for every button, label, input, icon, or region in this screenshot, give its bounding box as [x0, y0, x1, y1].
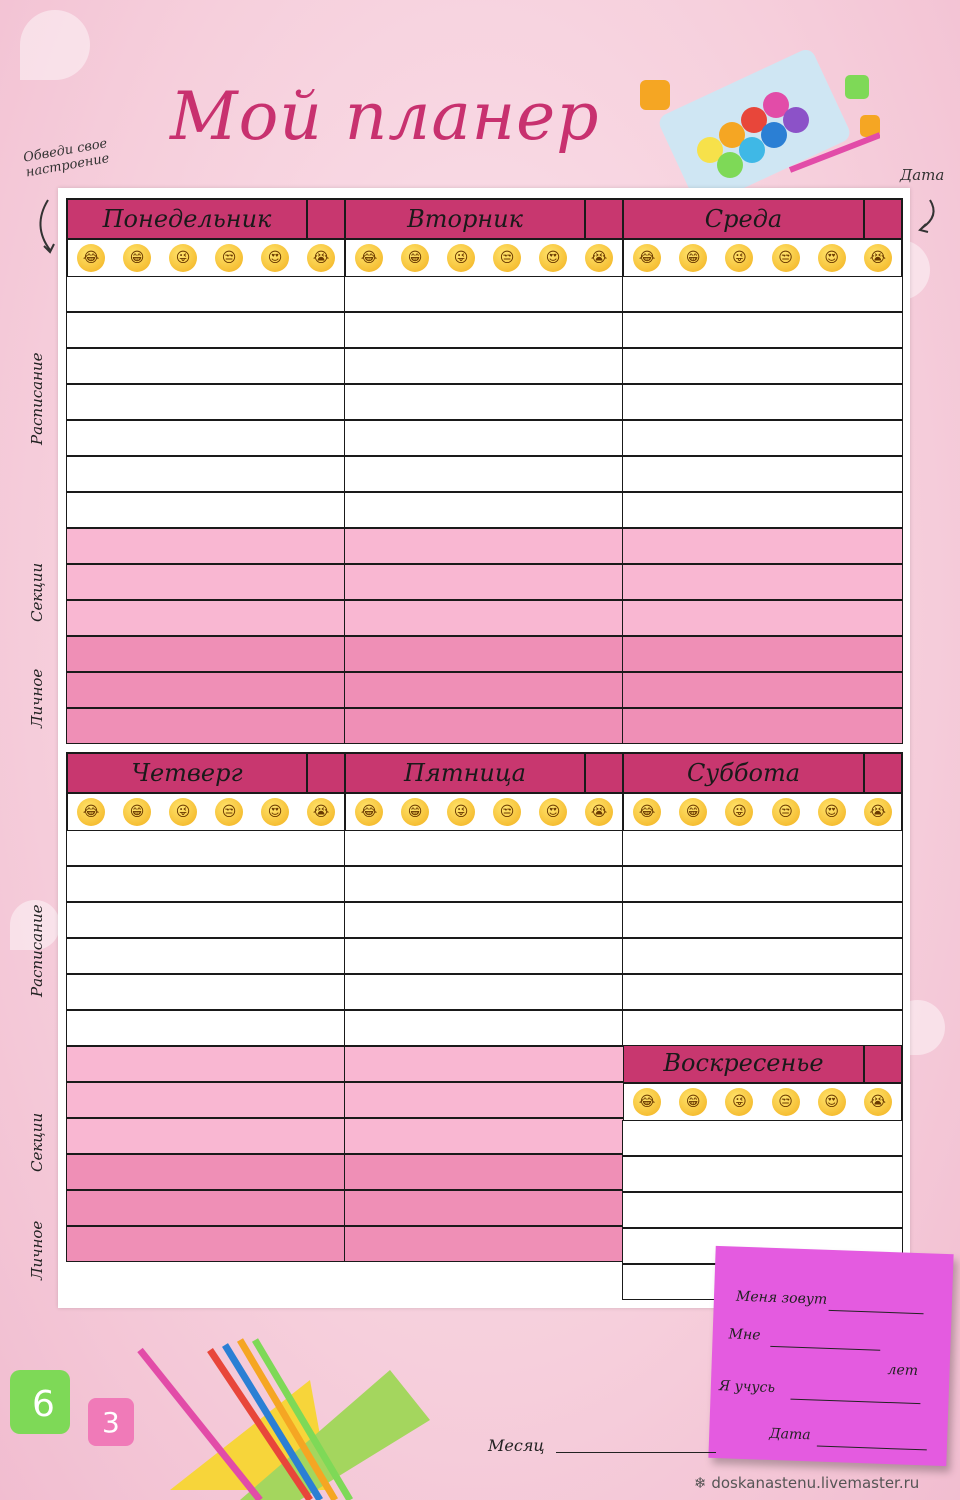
grinning-face-icon[interactable]: 😁 [679, 798, 707, 826]
heart-eyes-face-icon[interactable]: 😍 [261, 244, 289, 272]
laughing-face-icon[interactable]: 😂 [633, 798, 661, 826]
schedule-row[interactable] [622, 456, 903, 492]
unamused-face-icon[interactable]: 😒 [772, 798, 800, 826]
laughing-face-icon[interactable]: 😂 [77, 244, 105, 272]
personal-row[interactable] [344, 636, 624, 672]
winking-tongue-face-icon[interactable]: 😜 [447, 244, 475, 272]
personal-row[interactable] [66, 1226, 346, 1262]
schedule-row[interactable] [622, 1156, 903, 1192]
sticky-note [708, 1246, 953, 1466]
sections-row[interactable] [344, 528, 624, 564]
schedule-row[interactable] [66, 938, 346, 974]
arrow-icon [912, 196, 942, 236]
crying-face-icon[interactable]: 😭 [585, 798, 613, 826]
schedule-row[interactable] [622, 384, 903, 420]
personal-row[interactable] [344, 672, 624, 708]
age-label: Мне [728, 1326, 761, 1344]
mood-row [66, 794, 346, 830]
sections-row[interactable] [66, 528, 346, 564]
unamused-face-icon[interactable]: 😒 [772, 1088, 800, 1116]
mood-row [344, 240, 624, 276]
date-box[interactable] [584, 754, 622, 792]
unamused-face-icon[interactable]: 😒 [215, 798, 243, 826]
schedule-row[interactable] [66, 276, 346, 312]
personal-row[interactable] [622, 672, 903, 708]
age-unit-label: лет [887, 1361, 919, 1380]
day-header [66, 198, 346, 240]
school-supplies-icon [10, 1330, 470, 1500]
schedule-label: Расписание [28, 904, 46, 997]
schedule-row[interactable] [66, 492, 346, 528]
schedule-row[interactable] [66, 420, 346, 456]
schedule-row[interactable] [66, 384, 346, 420]
heart-eyes-face-icon[interactable]: 😍 [261, 798, 289, 826]
personal-row[interactable] [66, 708, 346, 744]
winking-tongue-face-icon[interactable]: 😜 [725, 798, 753, 826]
sections-row[interactable] [344, 1082, 624, 1118]
schedule-row[interactable] [622, 830, 903, 866]
day-name: Вторник [346, 200, 586, 238]
grinning-face-icon[interactable]: 😁 [679, 244, 707, 272]
date-box[interactable] [863, 754, 901, 792]
crying-face-icon[interactable]: 😭 [864, 244, 892, 272]
schedule-row[interactable] [344, 384, 624, 420]
paint-palette-icon [640, 40, 880, 190]
date-box[interactable] [584, 200, 622, 238]
heart-eyes-face-icon[interactable]: 😍 [818, 1088, 846, 1116]
mood-note: Обведи свое настроение [22, 136, 111, 181]
mood-row [66, 240, 346, 276]
schedule-row[interactable] [344, 420, 624, 456]
laughing-face-icon[interactable]: 😂 [633, 244, 661, 272]
sections-row[interactable] [66, 564, 346, 600]
laughing-face-icon[interactable]: 😂 [77, 798, 105, 826]
svg-text:3: 3 [102, 1406, 120, 1439]
schedule-row[interactable] [622, 348, 903, 384]
date-note: Дата [900, 166, 945, 184]
schedule-row[interactable] [344, 456, 624, 492]
schedule-row[interactable] [622, 866, 903, 902]
personal-row[interactable] [344, 1190, 624, 1226]
sections-row[interactable] [66, 1046, 346, 1082]
sections-row[interactable] [344, 1118, 624, 1154]
sections-row[interactable] [622, 600, 903, 636]
personal-row[interactable] [622, 708, 903, 744]
schedule-row[interactable] [622, 420, 903, 456]
schedule-row[interactable] [344, 902, 624, 938]
mood-row [344, 794, 624, 830]
sections-row[interactable] [66, 1082, 346, 1118]
planner-title: Мой планер [170, 78, 600, 155]
schedule-row[interactable] [344, 830, 624, 866]
school-line[interactable] [790, 1399, 920, 1405]
grinning-face-icon[interactable]: 😁 [123, 798, 151, 826]
day-name: Воскресенье [624, 1044, 865, 1082]
arrow-icon [28, 196, 58, 256]
grinning-face-icon[interactable]: 😁 [123, 244, 151, 272]
sections-row[interactable] [344, 1046, 624, 1082]
schedule-row[interactable] [66, 348, 346, 384]
schedule-row[interactable] [66, 312, 346, 348]
laughing-face-icon[interactable]: 😂 [355, 244, 383, 272]
mood-row [622, 240, 903, 276]
winking-tongue-face-icon[interactable]: 😜 [725, 1088, 753, 1116]
day-header [344, 198, 624, 240]
schedule-row[interactable] [66, 902, 346, 938]
sections-row[interactable] [66, 600, 346, 636]
snowflake-icon: ❄ [694, 1474, 707, 1492]
unamused-face-icon[interactable]: 😒 [215, 244, 243, 272]
schedule-row[interactable] [344, 1010, 624, 1046]
school-label: Я учусь [718, 1378, 776, 1397]
sticky-date-line[interactable] [817, 1446, 927, 1451]
unamused-face-icon[interactable]: 😒 [772, 244, 800, 272]
laughing-face-icon[interactable]: 😂 [633, 1088, 661, 1116]
unamused-face-icon[interactable]: 😒 [493, 798, 521, 826]
day-header [66, 752, 346, 794]
date-box[interactable] [306, 754, 344, 792]
sections-row[interactable] [622, 564, 903, 600]
winking-tongue-face-icon[interactable]: 😜 [725, 244, 753, 272]
personal-row[interactable] [622, 636, 903, 672]
schedule-row[interactable] [66, 830, 346, 866]
schedule-row[interactable] [622, 1120, 903, 1156]
personal-row[interactable] [344, 1154, 624, 1190]
day-name: Пятница [346, 754, 586, 792]
schedule-row[interactable] [66, 974, 346, 1010]
month-label: Месяц [488, 1436, 545, 1455]
sections-row[interactable] [344, 600, 624, 636]
mood-row [622, 794, 903, 830]
name-line[interactable] [829, 1310, 924, 1314]
sections-label: Секции [28, 1112, 46, 1172]
winking-tongue-face-icon[interactable]: 😜 [169, 798, 197, 826]
weekly-grid [66, 198, 903, 1303]
grinning-face-icon[interactable]: 😁 [679, 1088, 707, 1116]
personal-row[interactable] [66, 1190, 346, 1226]
winking-tongue-face-icon[interactable]: 😜 [447, 798, 475, 826]
personal-row[interactable] [66, 636, 346, 672]
grinning-face-icon[interactable]: 😁 [401, 244, 429, 272]
personal-row[interactable] [344, 708, 624, 744]
month-line[interactable] [556, 1452, 716, 1453]
date-box[interactable] [863, 200, 901, 238]
svg-text:6: 6 [32, 1384, 55, 1425]
grinning-face-icon[interactable]: 😁 [401, 798, 429, 826]
day-name: Понедельник [68, 200, 308, 238]
crying-face-icon[interactable]: 😭 [307, 798, 335, 826]
sections-label: Секции [28, 562, 46, 622]
crying-face-icon[interactable]: 😭 [864, 1088, 892, 1116]
personal-label: Личное [28, 668, 46, 728]
sections-row[interactable] [622, 528, 903, 564]
day-header [344, 752, 624, 794]
sections-row[interactable] [66, 1118, 346, 1154]
day-header [622, 1042, 903, 1084]
schedule-row[interactable] [622, 492, 903, 528]
personal-row[interactable] [66, 1154, 346, 1190]
schedule-label: Расписание [28, 352, 46, 445]
heart-eyes-face-icon[interactable]: 😍 [539, 798, 567, 826]
schedule-row[interactable] [344, 312, 624, 348]
mood-row [622, 1084, 903, 1120]
website-watermark [694, 1474, 919, 1492]
laughing-face-icon[interactable]: 😂 [355, 798, 383, 826]
schedule-row[interactable] [622, 1010, 903, 1046]
schedule-row[interactable] [66, 456, 346, 492]
winking-tongue-face-icon[interactable]: 😜 [169, 244, 197, 272]
website-text: doskanastenu.livemaster.ru [711, 1474, 920, 1492]
schedule-row[interactable] [622, 974, 903, 1010]
day-name: Четверг [68, 754, 308, 792]
schedule-row[interactable] [344, 276, 624, 312]
name-label: Меня зовут [735, 1288, 828, 1308]
day-name: Суббота [624, 754, 865, 792]
schedule-row[interactable] [344, 938, 624, 974]
schedule-row[interactable] [622, 902, 903, 938]
schedule-row[interactable] [66, 1010, 346, 1046]
schedule-row[interactable] [344, 974, 624, 1010]
personal-row[interactable] [344, 1226, 624, 1262]
schedule-row[interactable] [622, 276, 903, 312]
age-line[interactable] [770, 1346, 880, 1351]
petal-decoration [20, 10, 90, 80]
crying-face-icon[interactable]: 😭 [864, 798, 892, 826]
schedule-row[interactable] [344, 492, 624, 528]
day-header [622, 752, 903, 794]
personal-label: Личное [28, 1220, 46, 1280]
schedule-row[interactable] [344, 866, 624, 902]
personal-row[interactable] [66, 672, 346, 708]
sticky-date-label: Дата [768, 1425, 811, 1444]
heart-eyes-face-icon[interactable]: 😍 [539, 244, 567, 272]
day-header [622, 198, 903, 240]
crying-face-icon[interactable]: 😭 [307, 244, 335, 272]
date-box[interactable] [306, 200, 344, 238]
day-name: Среда [624, 200, 865, 238]
schedule-row[interactable] [622, 938, 903, 974]
date-box[interactable] [863, 1044, 901, 1082]
sections-row[interactable] [344, 564, 624, 600]
schedule-row[interactable] [622, 1192, 903, 1228]
heart-eyes-face-icon[interactable]: 😍 [818, 244, 846, 272]
schedule-row[interactable] [622, 312, 903, 348]
schedule-row[interactable] [66, 866, 346, 902]
schedule-row[interactable] [344, 348, 624, 384]
unamused-face-icon[interactable]: 😒 [493, 244, 521, 272]
crying-face-icon[interactable]: 😭 [585, 244, 613, 272]
heart-eyes-face-icon[interactable]: 😍 [818, 798, 846, 826]
